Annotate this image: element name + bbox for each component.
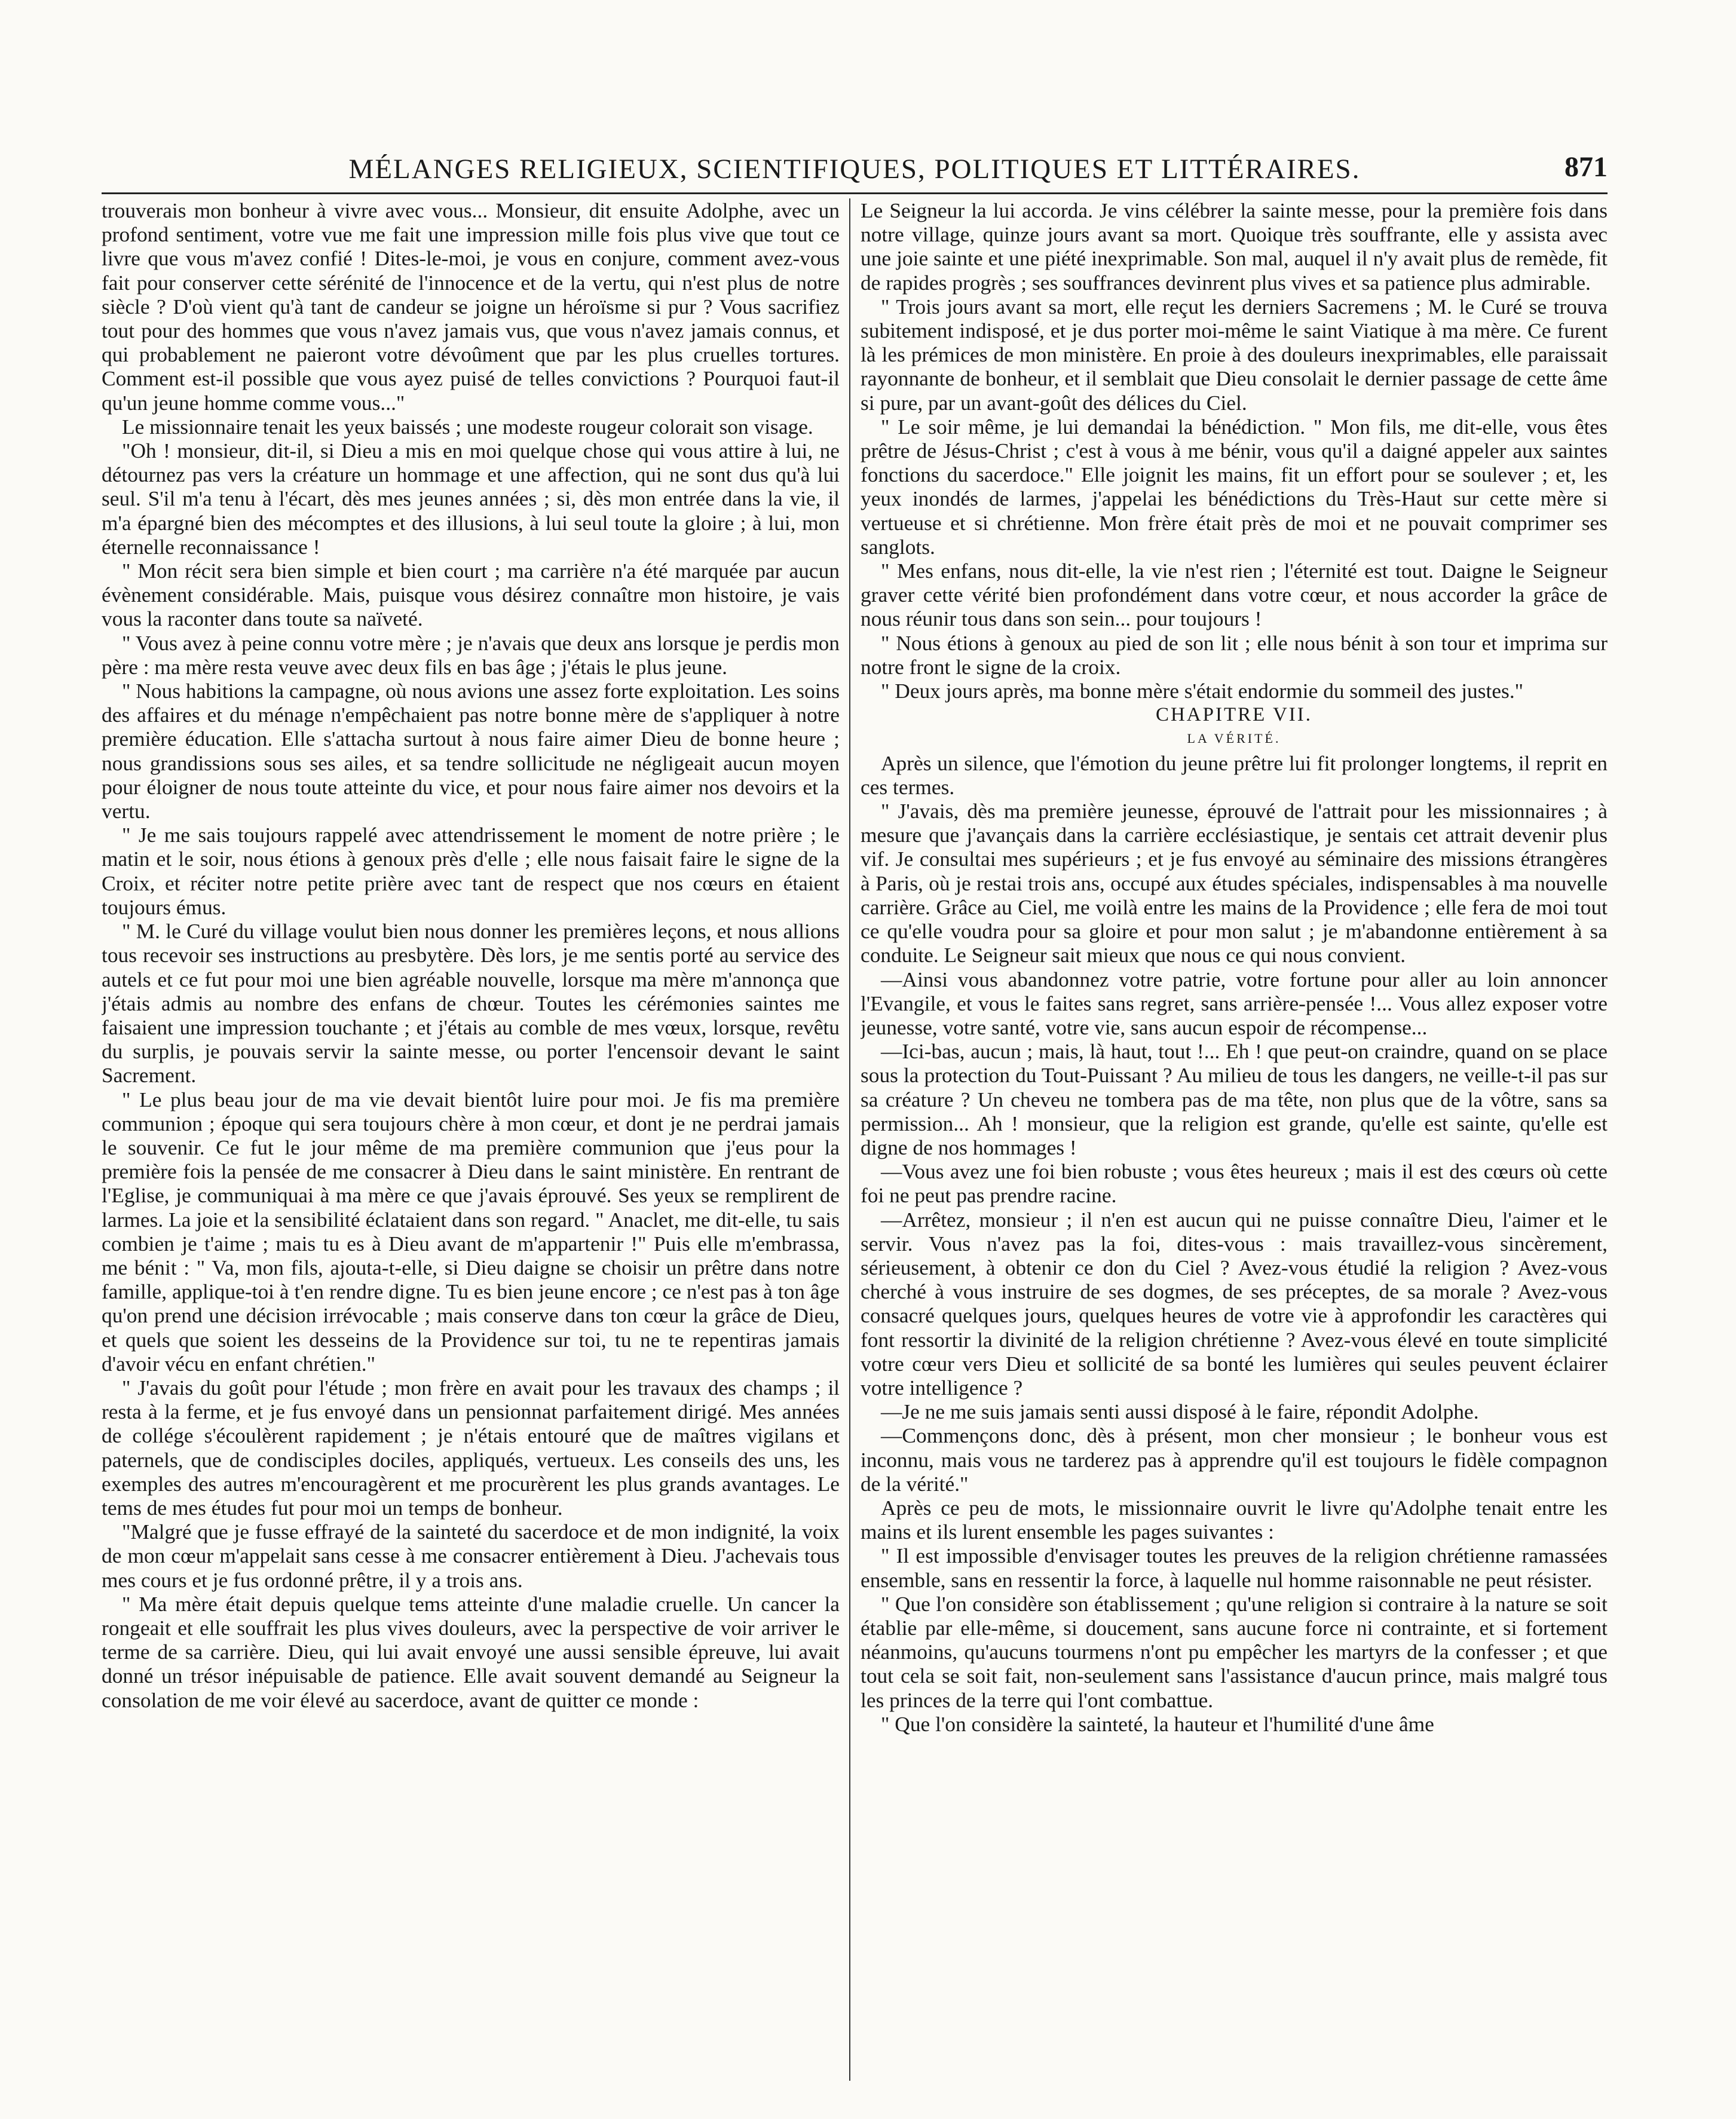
paragraph: —Vous avez une foi bien robuste ; vous êtes heureux ; mais il est des cœurs où cette foi ne peut pas prendre racine. <box>861 1159 1608 1208</box>
page-header <box>102 151 1608 194</box>
paragraph: " Mes enfans, nous dit-elle, la vie n'est rien ; l'éternité est tout. Daigne le Seigneur graver cette vérité bien profondément dans votre cœur, et nous accorder la grâce de nous réunir tous dans son sein... pour toujours ! <box>861 559 1608 631</box>
paragraph: " Trois jours avant sa mort, elle reçut les derniers Sacremens ; M. le Curé se trouva subitement indisposé, et je dus porter moi-même le saint Viatique à ma mère. Ce furent là les prémices de mon ministère. En proie à des douleurs inexprimables, elle paraissait rayonnante de bonheur, et il semblait que Dieu consolait le dernier passage de cette âme si pure, par un avant-goût des délices du Ciel. <box>861 294 1608 415</box>
running-title: MÉLANGES RELIGIEUX, SCIENTIFIQUES, POLITIQUES ET LITTÉRAIRES. <box>348 154 1361 185</box>
paragraph: " Mon récit sera bien simple et bien court ; ma carrière n'a été marquée par aucun évènement considérable. Mais, puisque vous désirez connaître mon histoire, je vais vous la raconter dans toute sa naïveté. <box>102 559 840 631</box>
paragraph: " Vous avez à peine connu votre mère ; je n'avais que deux ans lorsque je perdis mon père : ma mère resta veuve avec deux fils en bas âge ; j'étais le plus jeune. <box>102 630 840 679</box>
paragraph: " Il est impossible d'envisager toutes les preuves de la religion chrétienne ramassées ensemble, sans en ressentir la force, à laquelle nul homme raisonnable ne peut résister. <box>861 1544 1608 1592</box>
paragraph: —Je ne me suis jamais senti aussi disposé à le faire, répondit Adolphe. <box>881 1400 1479 1424</box>
paragraph: "Malgré que je fusse effrayé de la sainteté du sacerdoce et de mon indignité, la voix de mon cœur m'appelait sans cesse à me consacrer entièrement à Dieu. J'achevais tous mes cours et je fus ordonné prêtre, il y a trois ans. <box>102 1520 840 1592</box>
paragraph: —Ainsi vous abandonnez votre patrie, votre fortune pour aller au loin annoncer l'Evangile, et vous le faites sans regret, sans arrière-pensée !... Vous allez exposer votre jeunesse, votre santé, votre vie, sans aucun espoir de récompense... <box>861 967 1608 1039</box>
paragraph: " Le soir même, je lui demandai la bénédiction. " Mon fils, me dit-elle, vous êtes prêtre de Jésus-Christ ; c'est à vous à me bénir, vous qu'il a daigné appeler aux saintes fonctions du sacerdoce." Elle joignit les mains, fit un effort pour se soulever ; et, les yeux inondés de larmes, j'appelai les bénédictions du Très-Haut sur cette mère si vertueuse et si chrétienne. Mon frère était près de moi et ne pouvait comprimer ses sanglots. <box>861 414 1608 559</box>
chapter-subtitle: LA VÉRITÉ. <box>1187 731 1281 746</box>
paragraph: " Le plus beau jour de ma vie devait bientôt luire pour moi. Je fis ma première communion ; époque qui sera toujours chère à mon cœur, et dont je ne perdrai jamais le souvenir. Ce fut le jour même de ma première communion que j'eus pour la première fois la pensée de me consacrer à Dieu dans le saint ministère. En rentrant de l'Eglise, je communiquai à ma mère ce que j'avais éprouvé. Ses yeux se remplirent de larmes. La joie et la sensibilité éclataient dans son regard. " Anaclet, me dit-elle, tu sais combien je t'aime ; mais tu es à Dieu avant de m'appartenir !" Puis elle m'embrassa, me bénit : " Va, mon fils, ajouta-t-elle, si Dieu daigne se choisir un prêtre dans notre famille, applique-toi à t'en rendre digne. Tu es bien jeune encore ; ce n'est pas à ton âge qu'on prend une décision irrévocable ; mais conserve dans ton cœur la grâce de Dieu, et quels que soient les desseins de la Providence sur toi, tu ne te repentiras jamais d'avoir vécu en enfant chrétien." <box>102 1087 840 1376</box>
paragraph: Après ce peu de mots, le missionnaire ouvrit le livre qu'Adolphe tenait entre les mains et ils lurent ensemble les pages suivantes : <box>861 1495 1608 1544</box>
paragraph: " Nous étions à genoux au pied de son lit ; elle nous bénit à son tour et imprima sur notre front le signe de la croix. <box>861 630 1608 679</box>
paragraph: " M. le Curé du village voulut bien nous donner les premières leçons, et nous allions tous recevoir ses instructions au presbytère. Dès lors, je me sentis porté au service des autels et ce fut pour moi une bien agréable nouvelle, lorsque ma mère m'annonça que j'étais admis au nombre des enfans de chœur. Toutes les cérémonies saintes me faisaient une impression touchante ; et j'étais au comble de mes vœux, lorsque, revêtu du surplis, je pouvais servir la sainte messe, ou porter l'encensoir devant le saint Sacrement. <box>102 919 840 1088</box>
paragraph: Le missionnaire tenait les yeux baissés ; une modeste rougeur colorait son visage. <box>122 414 813 439</box>
left-column <box>102 198 840 2081</box>
paragraph: trouverais mon bonheur à vivre avec vous... Monsieur, dit ensuite Adolphe, avec un profond sentiment, votre vue me fait une impression mille fois plus vive que tout ce livre que vous m'avez confié ! Dites-le-moi, je vous en conjure, comment avez-vous fait pour conserver cette sérénité de l'innocence et de la vertu, qui n'est plus de notre siècle ? D'où vient qu'à tant de candeur se joigne un héroïsme si pur ? Vous sacrifiez tout pour des hommes que vous n'avez jamais vus, que vous n'avez jamais connus, et qui probablement ne paieront votre dévoûment que par les plus cruelles tortures. Comment est-il possible que vous ayez puisé de telles convictions ? Pourquoi faut-il qu'un jeune homme comme vous..." <box>102 198 840 415</box>
paragraph: " Que l'on considère la sainteté, la hauteur et l'humilité d'une âme <box>881 1711 1434 1736</box>
paragraph: " Que l'on considère son établissement ; qu'une religion si contraire à la nature se soit établie par elle-même, si doucement, sans aucune force ni contrainte, et si fortement néanmoins, qu'aucuns tourmens n'ont pu empêcher les martyrs de la confesser ; et que tout cela se soit fait, non-seulement sans l'assistance d'aucun prince, mais malgré tous les princes de la terre qui l'ont combattue. <box>861 1591 1608 1712</box>
paragraph: " Je me sais toujours rappelé avec attendrissement le moment de notre prière ; le matin et le soir, nous étions à genoux près d'elle ; elle nous faisait faire le signe de la Croix, et réciter notre petite prière avec tant de respect que nos cœurs en étaient toujours émus. <box>102 823 840 919</box>
paragraph: —Commençons donc, dès à présent, mon cher monsieur ; le bonheur vous est inconnu, mais vous ne tarderez pas à apprendre qu'il est toujours le fidèle compagnon de la vérité." <box>861 1423 1608 1496</box>
paragraph: Après un silence, que l'émotion du jeune prêtre lui fit prolonger longtems, il reprit en ces termes. <box>861 751 1608 799</box>
page-number: 871 <box>1564 151 1608 183</box>
column-divider <box>849 198 850 2081</box>
paragraph: —Arrêtez, monsieur ; il n'en est aucun qui ne puisse connaître Dieu, l'aimer et le servir. Vous n'avez pas la foi, dites-vous : mais travaillez-vous sincèrement, sérieusement, à obtenir ce don du Ciel ? Avez-vous étudié la religion ? Avez-vous cherché à vous instruire de ses dogmes, de ses préceptes, de sa morale ? Avez-vous consacré quelques jours, quelques heures de votre vie à approfondir les caractères qui font ressortir la divinité de la religion chrétienne ? Avez-vous élevé en toute simplicité votre cœur vers Dieu et sollicité de sa bonté les lumières qui seules peuvent éclairer votre intelligence ? <box>861 1207 1608 1400</box>
paragraph: " Deux jours après, ma bonne mère s'était endormie du sommeil des justes." <box>881 679 1524 703</box>
paragraph: Le Seigneur la lui accorda. Je vins célébrer la sainte messe, pour la première fois dans notre village, quinze jours avant sa mort. Quoique très souffrante, elle y assista avec une joie sainte et une piété inexprimable. Son mal, auquel il n'y avait plus de remède, fit de rapides progrès ; ses souffrances devinrent plus vives et sa patience plus admirable. <box>861 198 1608 295</box>
paragraph: " Nous habitions la campagne, où nous avions une assez forte exploitation. Les soins des affaires et du ménage n'empêchaient pas notre bonne mère de s'appliquer à notre première éducation. Elle s'attacha surtout à nous faire aimer Dieu de bonne heure ; nous grandissions sous ses ailes, et sa tendre sollicitude ne négligeait aucun moyen pour éloigner de nous toute atteinte du vice, et pour nous faire aimer nos devoirs et la vertu. <box>102 679 840 823</box>
paragraph: " J'avais du goût pour l'étude ; mon frère en avait pour les travaux des champs ; il resta à la ferme, et je fus envoyé dans un pensionnat parfaitement dirigé. Mes années de collége s'écoulèrent rapidement ; je n'étais entouré que de maîtres vigilans et paternels, que de condisciples dociles, appliqués, vertueux. Les conseils des uns, les exemples des autres m'encouragèrent et me procurèrent les plus grands avantages. Le tems de mes études fut pour moi un temps de bonheur. <box>102 1375 840 1520</box>
paragraph: " J'avais, dès ma première jeunesse, éprouvé de l'attrait pour les missionnaires ; à mesure que j'avançais dans la carrière ecclésiastique, je sentais cet attrait devenir plus vif. Je consultai mes supérieurs ; et je fus envoyé au séminaire des missions étrangères à Paris, où je restai trois ans, occupé aux études spéciales, indispensables à ma nouvelle carrière. Grâce au Ciel, me voilà entre les mains de la Providence ; elle fera de moi tout ce qu'elle voudra pour sa gloire et pour mon salut ; je m'abandonne entièrement à sa conduite. Le Seigneur sait mieux que nous ce qui nous convient. <box>861 799 1608 967</box>
paragraph: " Ma mère était depuis quelque tems atteinte d'une maladie cruelle. Un cancer la rongeait et elle souffrait les plus vives douleurs, avec la perspective de voir arriver le terme de sa carrière. Dieu, qui lui avait envoyé une aussi sensible épreuve, lui avait donné un trésor inépuisable de patience. Elle avait souvent demandé au Seigneur la consolation de me voir élevé au sacerdoce, avant de quitter ce monde : <box>102 1591 840 1712</box>
chapter-title: CHAPITRE VII. <box>1155 704 1313 726</box>
paragraph: —Ici-bas, aucun ; mais, là haut, tout !... Eh ! que peut-on craindre, quand on se place sous la protection du Tout-Puissant ? Au milieu de tous les dangers, ne veille-t-il pas sur sa créature ? Un cheveu ne tombera pas de ma tête, non plus que de la vôtre, sans sa permission... Ah ! monsieur, que la religion est grande, qu'elle est sainte, qu'elle est digne de nos hommages ! <box>861 1039 1608 1159</box>
right-column <box>861 198 1608 2081</box>
paragraph: "Oh ! monsieur, dit-il, si Dieu a mis en moi quelque chose qui vous attire à lui, ne détournez pas vers la créature un hommage et une affection, qui ne sont dus qu'à lui seul. S'il m'a tenu à l'écart, dès mes jeunes années ; si, dès mon entrée dans la vie, il m'a épargné bien des mécomptes et des illusions, à lui seul toute la gloire ; à lui, mon éternelle reconnaissance ! <box>102 439 840 559</box>
